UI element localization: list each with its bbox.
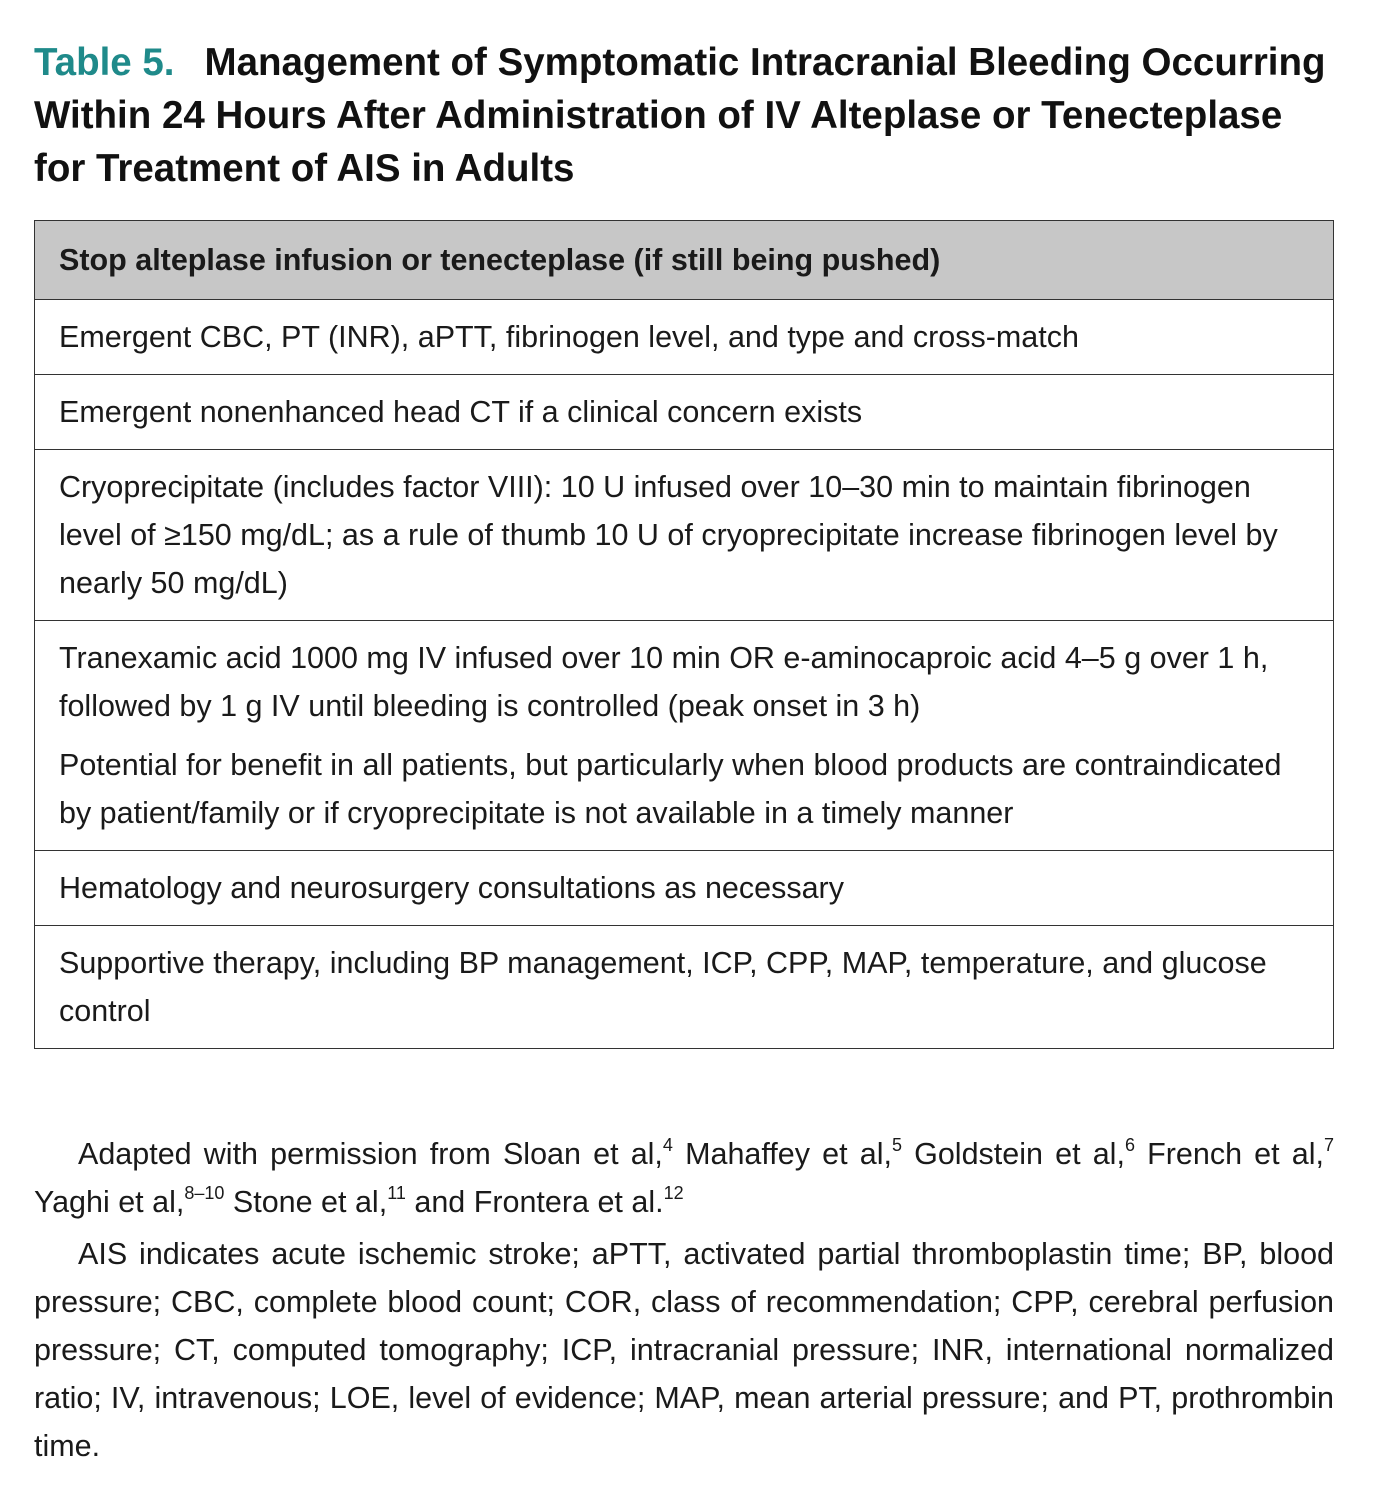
citation-ref: 8–10 [184, 1182, 225, 1203]
table-cell [35, 450, 1334, 621]
citation-ref: 11 [387, 1182, 406, 1203]
table-cell [35, 375, 1334, 450]
document-page [34, 36, 1334, 1463]
table-cell [35, 926, 1334, 1049]
table-row [35, 375, 1334, 450]
citation-ref: 6 [1124, 1134, 1135, 1155]
management-table [34, 220, 1334, 1049]
table-row [35, 450, 1334, 621]
table-row [35, 851, 1334, 926]
citation-ref: 5 [891, 1134, 902, 1155]
citation-ref: 12 [663, 1182, 684, 1203]
citation-ref: 7 [1323, 1134, 1334, 1155]
table-row [35, 926, 1334, 1049]
source-name: Mahaffey et al, [685, 1137, 892, 1171]
cell-text: Potential for benefit in all patients, but particularly when blood products are contraindicated by patient/family or if cryoprecipitate is not available in a timely manner [59, 748, 1282, 830]
source-name: French et al, [1147, 1137, 1324, 1171]
table-cell [35, 851, 1334, 926]
source-name: Stone et al, [232, 1185, 388, 1219]
table-row [35, 300, 1334, 375]
source-name: and Frontera et al. [414, 1185, 664, 1219]
cell-text: Cryoprecipitate (includes factor VIII): 10 U infused over 10–30 min to maintain fibrinogen level of ≥150 mg/dL; as a rule of thumb 10 U of cryoprecipitate increase fibrinogen level by nearly 50 mg/dL) [59, 470, 1278, 600]
cell-text: Hematology and neurosurgery consultations as necessary [59, 871, 844, 905]
cell-text: Emergent nonenhanced head CT if a clinical concern exists [59, 395, 863, 429]
table-cell [35, 621, 1334, 851]
table-number-label: Table 5. [34, 41, 175, 84]
source-name: Goldstein et al, [914, 1137, 1125, 1171]
adapted-lead: Adapted with permission from [78, 1137, 491, 1171]
cell-text: Tranexamic acid 1000 mg IV infused over 10 min OR e-aminocaproic acid 4–5 g over 1 h, followed by 1 g IV until bleeding is controlled (peak onset in 3 h) [59, 641, 1269, 723]
source-name: Yaghi et al, [34, 1185, 185, 1219]
cell-text: Emergent CBC, PT (INR), aPTT, fibrinogen level, and type and cross-match [59, 320, 1079, 354]
citation-ref: 4 [662, 1134, 673, 1155]
abbreviations-note: AIS indicates acute ischemic stroke; aPTT, activated partial thromboplastin time; BP, blood pressure; CBC, complete blood count; COR, class of recommendation; CPP, cerebral perfusion pressure; CT, computed tomography; ICP, intracranial pressure; INR, international normalized ratio; IV, intravenous; LOE, level of evidence; MAP, mean arterial pressure; and PT, prothrombin time. [34, 1237, 1334, 1463]
source-name: Sloan et al, [502, 1137, 663, 1171]
table-header-cell: Stop alteplase infusion or tenecteplase (if still being pushed) [35, 221, 1334, 300]
table-cell [35, 300, 1334, 375]
table-footnotes [34, 1130, 1334, 1470]
cell-text: Supportive therapy, including BP management, ICP, CPP, MAP, temperature, and glucose control [59, 946, 1267, 1028]
table-row [35, 621, 1334, 851]
table-title-text: Management of Symptomatic Intracranial Bleeding Occurring Within 24 Hours After Administration of IV Alteplase or Tenecteplase for Treatment of AIS in Adults [34, 41, 1326, 190]
table-title [34, 36, 1334, 195]
table-header-row [35, 221, 1334, 300]
adapted-note [34, 1130, 1334, 1226]
